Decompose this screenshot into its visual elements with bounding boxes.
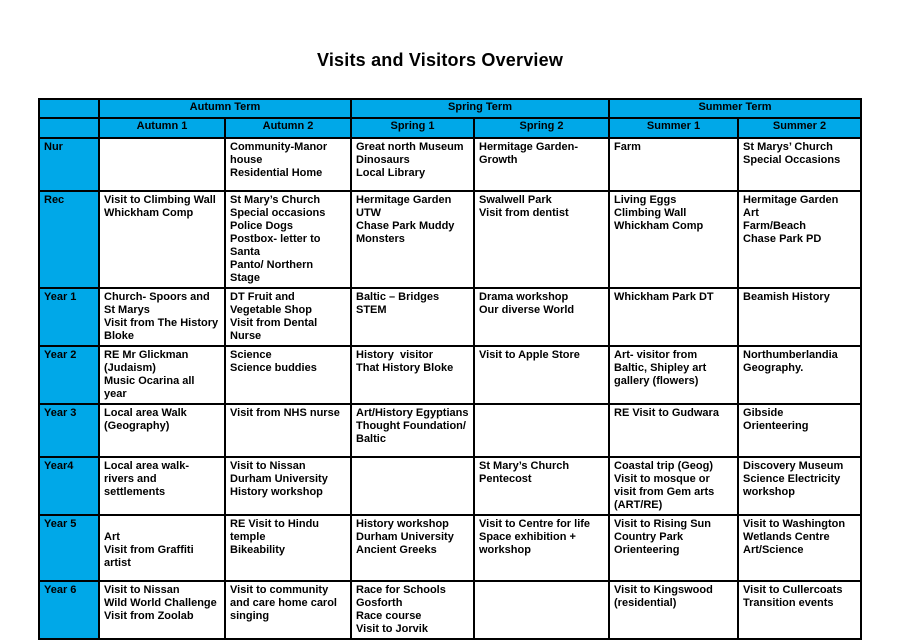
cell-line: Visit from Zoolab [104,610,194,622]
cell-line: Visit to Jorvik [356,623,428,635]
schedule-cell [474,404,609,457]
row-label-cell: Rec [39,191,99,288]
cell-line: Growth [479,154,518,166]
schedule-cell [99,515,225,581]
cell-line: That History Bloke [356,362,454,374]
cell-line: Ancient Greeks [356,544,437,556]
cell-line: RE Mr Glickman (Judaism) [104,349,192,374]
table-row [39,288,861,346]
schedule-cell [351,404,474,457]
cell-line: Science [230,349,272,361]
schedule-cell [474,138,609,191]
schedule-cell [351,457,474,515]
term-header-cell: Autumn Term [99,99,351,118]
schedule-cell [351,581,474,639]
cell-line: RE Visit to Gudwara [614,407,719,419]
cell-line: Visit to Apple Store [479,349,580,361]
cell-line: Orienteering [743,420,809,432]
cell-line: Visit to Rising Sun Country Park [614,518,715,543]
schedule-cell [738,346,861,404]
schedule-cell [738,581,861,639]
cell-line: Local area walk- rivers and settlements [104,460,193,498]
row-label-cell: Year 2 [39,346,99,404]
term-header-cell: Summer Term [609,99,861,118]
cell-line: Dinosaurs [356,154,410,166]
cell-line: Art/History Egyptians [356,407,469,419]
table-row [39,404,861,457]
schedule-cell [351,138,474,191]
row-label-cell: Year 1 [39,288,99,346]
schedule-cell [225,288,351,346]
cell-line: Whickham Park DT [614,291,714,303]
cell-line: Visit from The History Bloke [104,317,222,342]
table-head [39,99,861,138]
cell-line: Visit to Washington Wetlands Centre [743,518,849,543]
cell-line: Hermitage Garden UTW [356,194,455,219]
cell-line: Special Occasions [743,154,841,166]
table-row [39,457,861,515]
cell-line: Baltic – Bridges STEM [356,291,443,316]
cell-line: Beamish History [743,291,830,303]
cell-line: History workshop [356,518,449,530]
cell-line: Local Library [356,167,426,179]
cell-line: Discovery Museum Science Electricity workshop [743,460,847,498]
table-row [39,138,861,191]
page-title: Visits and Visitors Overview [316,50,564,70]
term-header-cell: Spring Term [351,99,609,118]
schedule-cell [738,138,861,191]
table-row [39,346,861,404]
cell-line: Thought Foundation/ Baltic [356,420,470,445]
cell-line: (Geography) [104,420,170,432]
schedule-cell [474,581,609,639]
cell-line: Whickham Comp [614,220,704,232]
cell-line: Race for Schools Gosforth [356,584,449,609]
cell-line: Gibside [743,407,784,419]
schedule-cell [738,515,861,581]
schedule-cell [225,191,351,288]
cell-line: Hermitage Garden Art [743,194,842,219]
schedule-cell [474,288,609,346]
table-row [39,515,861,581]
cell-line: Durham University [356,531,454,543]
cell-line: St Mary’s Church Pentecost [479,460,573,485]
cell-line: Swalwell Park [479,194,552,206]
schedule-cell [99,404,225,457]
schedule-cell [609,191,738,288]
cell-line: Race course [356,610,422,622]
cell-line: Great north Museum [356,141,464,153]
cell-line: Visit from dentist [479,207,569,219]
schedule-cell [351,191,474,288]
cell-line: Wild World Challenge [104,597,217,609]
row-label-cell: Year 6 [39,581,99,639]
cell-line: Art/Science [743,544,804,556]
schedule-cell [225,515,351,581]
cell-line: Residential Home [230,167,323,179]
cell-line: Science buddies [230,362,317,374]
schedule-cell [225,346,351,404]
schedule-cell [609,138,738,191]
cell-line: Our diverse World [479,304,575,316]
schedule-cell [609,457,738,515]
row-label-cell: Nur [39,138,99,191]
schedule-cell [738,404,861,457]
cell-line: Visit to Cullercoats [743,584,843,596]
schedule-cell [609,288,738,346]
schedule-cell [738,288,861,346]
table-row [39,191,861,288]
cell-line: Living Eggs [614,194,677,206]
cell-line: Visit from Graffiti artist [104,544,197,569]
schedule-cell [99,346,225,404]
cell-line: Visit to mosque or visit from Gem arts (ART/RE) [614,473,718,511]
table-body [39,138,861,639]
corner-cell [39,118,99,138]
schedule-cell [738,191,861,288]
cell-line: Music Ocarina all year [104,375,198,400]
cell-line: St Marys’ Church [743,141,833,153]
corner-cell [39,99,99,118]
cell-line: Visit to Kingswood [614,584,713,596]
schedule-cell [474,191,609,288]
schedule-cell [738,457,861,515]
cell-line: Panto/ Northern Stage [230,259,317,284]
cell-line: Visit to Nissan [230,460,306,472]
schedule-table [38,98,862,640]
cell-line: Postbox- letter to Santa [230,233,324,258]
cell-line [104,518,220,531]
schedule-cell [474,457,609,515]
half-term-header-cell: Spring 2 [474,118,609,138]
schedule-cell [225,581,351,639]
cell-line: History visitor [356,349,434,361]
cell-line: Bikeability [230,544,286,556]
cell-line: (residential) [614,597,677,609]
schedule-cell [474,346,609,404]
half-term-header-cell: Summer 2 [738,118,861,138]
cell-line: Community-Manor house [230,141,331,166]
cell-line: Visit to community and care home carol singing [230,584,341,622]
cell-line: Visit to Climbing Wall [104,194,216,206]
schedule-cell [99,581,225,639]
schedule-cell [609,346,738,404]
row-label-cell: Year 3 [39,404,99,457]
cell-line: DT Fruit and Vegetable Shop [230,291,312,316]
cell-line: Chase Park PD [743,233,822,245]
schedule-cell [474,515,609,581]
schedule-cell [99,138,225,191]
cell-line: Climbing Wall [614,207,687,219]
cell-line: Visit to Nissan [104,584,180,596]
row-label-cell: Year4 [39,457,99,515]
cell-line: Drama workshop [479,291,569,303]
schedule-cell [225,404,351,457]
cell-line: Geography. [743,362,804,374]
table-row [39,581,861,639]
half-term-header-cell: Spring 1 [351,118,474,138]
schedule-cell [609,581,738,639]
cell-line: Police Dogs [230,220,293,232]
half-term-header-cell: Autumn 1 [99,118,225,138]
cell-line: Church- Spoors and St Marys [104,291,213,316]
cell-line: Chase Park Muddy Monsters [356,220,458,245]
half-term-header-cell: Autumn 2 [225,118,351,138]
cell-line: Coastal trip (Geog) [614,460,714,472]
schedule-cell [351,288,474,346]
schedule-cell [609,515,738,581]
cell-line: Hermitage Garden- [479,141,579,153]
cell-line: St Mary’s Church Special occasions [230,194,326,219]
cell-line: Northumberlandia [743,349,838,361]
half-term-header-cell: Summer 1 [609,118,738,138]
cell-line: Farm/Beach [743,220,806,232]
schedule-cell [351,346,474,404]
cell-line: Whickham Comp [104,207,194,219]
cell-line: Space exhibition + workshop [479,531,579,556]
cell-line: RE Visit to Hindu temple [230,518,323,543]
cell-line: Visit from Dental Nurse [230,317,321,342]
cell-line: Visit from NHS nurse [230,407,340,419]
cell-line: Art [104,531,120,543]
schedule-cell [609,404,738,457]
schedule-cell [99,457,225,515]
cell-line: Local area Walk [104,407,187,419]
schedule-cell [351,515,474,581]
schedule-cell [99,191,225,288]
cell-line: Orienteering [614,544,680,556]
cell-line: Art- visitor from Baltic, Shipley art gallery (flowers) [614,349,710,387]
cell-line: Durham University History workshop [230,473,331,498]
cell-line: Visit to Centre for life [479,518,591,530]
schedule-cell [225,138,351,191]
cell-line: Farm [614,141,641,153]
row-label-cell: Year 5 [39,515,99,581]
schedule-cell [225,457,351,515]
schedule-cell [99,288,225,346]
cell-line: Transition events [743,597,834,609]
